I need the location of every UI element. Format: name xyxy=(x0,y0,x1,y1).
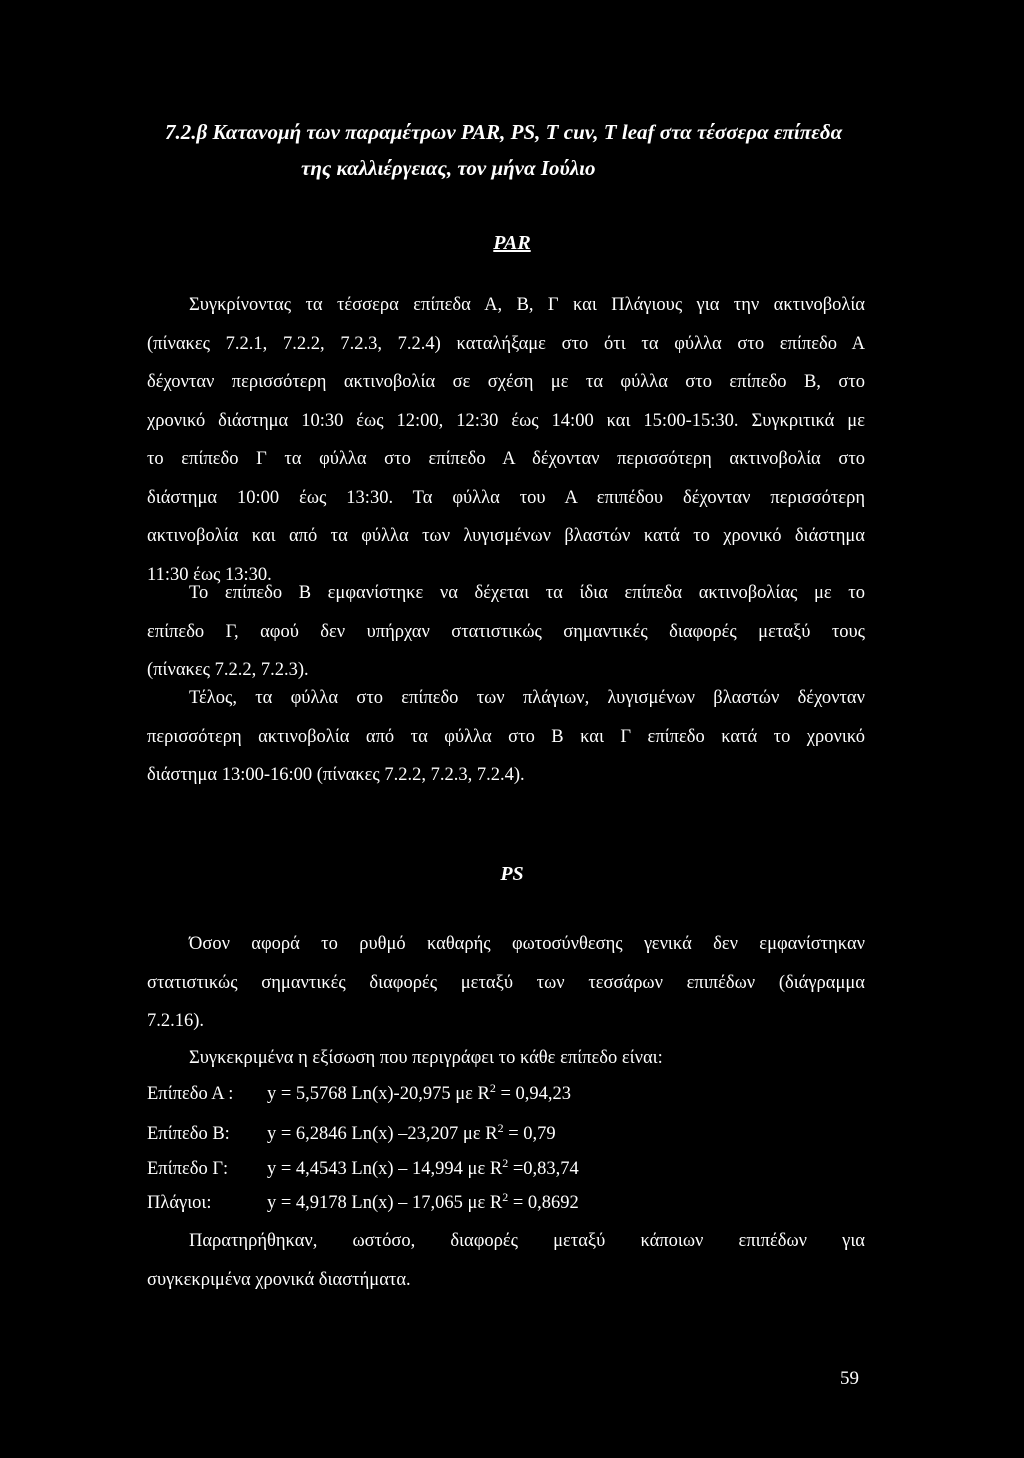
equation-text xyxy=(267,1080,572,1104)
equation-exponent: 2 xyxy=(502,1155,509,1170)
equation-label: Επίπεδο Α : xyxy=(147,1084,234,1104)
equation-exponent: 2 xyxy=(497,1120,504,1135)
page-number: 59 xyxy=(840,1368,859,1389)
section-heading xyxy=(165,114,905,186)
equation-value: = 0,8692 xyxy=(508,1193,579,1213)
text-line: 11:30 έως 13:30. xyxy=(147,564,272,585)
equation-row xyxy=(147,1122,556,1146)
par-paragraph-2 xyxy=(147,574,865,690)
par-title: PAR xyxy=(493,232,531,254)
equation-row xyxy=(147,1191,579,1215)
equation-formula: y = 5,5768 Ln(x)-20,975 με R xyxy=(267,1084,490,1104)
ps-title: PS xyxy=(500,863,524,885)
text-line: (πίνακες 7.2.2, 7.2.3). xyxy=(147,660,309,680)
equation-row xyxy=(147,1082,571,1106)
ps-paragraph-2 xyxy=(147,1222,865,1299)
text-line: περισσότερη ακτινοβολία από τα φύλλα στο Β και Γ επίπεδο κατά το χρονικό xyxy=(147,726,865,747)
ps-equations-intro xyxy=(147,1039,865,1078)
equation-value: = 0,94,23 xyxy=(495,1084,572,1104)
text-line: Όσον αφορά το ρυθμό καθαρής φωτοσύνθεσης γενικά δεν εμφανίστηκαν xyxy=(189,934,865,954)
equation-text xyxy=(267,1189,579,1213)
equation-text xyxy=(267,1155,579,1179)
text-line: Παρατηρήθηκαν, ωστόσο, διαφορές μεταξύ κάποιων επιπέδων για xyxy=(189,1231,865,1251)
equation-formula: y = 6,2846 Ln(x) –23,207 με R xyxy=(267,1124,498,1144)
text-line: Συγκεκριμένα η εξίσωση που περιγράφει το κάθε επίπεδο είναι: xyxy=(189,1048,663,1068)
equation-row xyxy=(147,1157,579,1181)
text-line: 7.2.16). xyxy=(147,1011,205,1031)
text-line: ακτινοβολία και από τα φύλλα των λυγισμένων βλαστών κατά το χρονικό διάστημα xyxy=(147,526,865,546)
par-paragraph-3 xyxy=(147,679,865,795)
text-line: το επίπεδο Γ τα φύλλα στο επίπεδο Α δέχονταν περισσότερη ακτινοβολία στο xyxy=(147,449,865,469)
ps-paragraph-1 xyxy=(147,925,865,1041)
equation-value: =0,83,74 xyxy=(508,1159,579,1179)
text-line: διάστημα 10:00 έως 13:30. Τα φύλλα του Α επιπέδου δέχονταν περισσότερη xyxy=(147,487,865,508)
text-line: συγκεκριμένα χρονικά διαστήματα. xyxy=(147,1269,411,1290)
text-line: χρονικό διάστημα 10:30 έως 12:00, 12:30 έως 14:00 και 15:00-15:30. Συγκριτικά με xyxy=(147,410,865,431)
text-line: στατιστικώς σημαντικές διαφορές μεταξύ των τεσσάρων επιπέδων (διάγραμμα xyxy=(147,972,865,993)
equation-text xyxy=(267,1120,556,1144)
equation-exponent: 2 xyxy=(502,1189,509,1204)
text-line: Τέλος, τα φύλλα στο επίπεδο των πλάγιων, λυγισμένων βλαστών δέχονταν xyxy=(189,688,865,708)
par-paragraph-1 xyxy=(147,286,865,594)
equation-label: Επίπεδο Β: xyxy=(147,1124,230,1144)
text-line: Το επίπεδο Β εμφανίστηκε να δέχεται τα ίδια επίπεδα ακτινοβολίας με το xyxy=(189,583,865,603)
heading-line-2: της καλλιέργειας, τον μήνα Ιούλιο xyxy=(301,156,596,180)
equation-formula: y = 4,4543 Ln(x) – 14,994 με R xyxy=(267,1159,503,1179)
text-line: Συγκρίνοντας τα τέσσερα επίπεδα Α, Β, Γ και Πλάγιους για την ακτινοβολία xyxy=(189,295,865,315)
heading-line-1: 7.2.β Κατανομή των παραμέτρων PAR, PS, T cuv, T leaf στα τέσσερα επίπεδα xyxy=(165,120,843,144)
equation-exponent: 2 xyxy=(489,1080,496,1095)
equation-value: = 0,79 xyxy=(503,1124,556,1144)
text-line: επίπεδο Γ, αφού δεν υπήρχαν στατιστικώς σημαντικές διαφορές μεταξύ τους xyxy=(147,621,865,642)
text-line: δέχονταν περισσότερη ακτινοβολία σε σχέση με τα φύλλα στο επίπεδο Β, στο xyxy=(147,372,865,392)
equation-formula: y = 4,9178 Ln(x) – 17,065 με R xyxy=(267,1193,503,1213)
equation-label: Επίπεδο Γ: xyxy=(147,1159,229,1179)
text-line: διάστημα 13:00-16:00 (πίνακες 7.2.2, 7.2.3, 7.2.4). xyxy=(147,765,525,785)
text-line: (πίνακες 7.2.1, 7.2.2, 7.2.3, 7.2.4) καταλήξαμε στο ότι τα φύλλα στο επίπεδο Α xyxy=(147,333,865,354)
equation-label: Πλάγιοι: xyxy=(147,1193,212,1213)
